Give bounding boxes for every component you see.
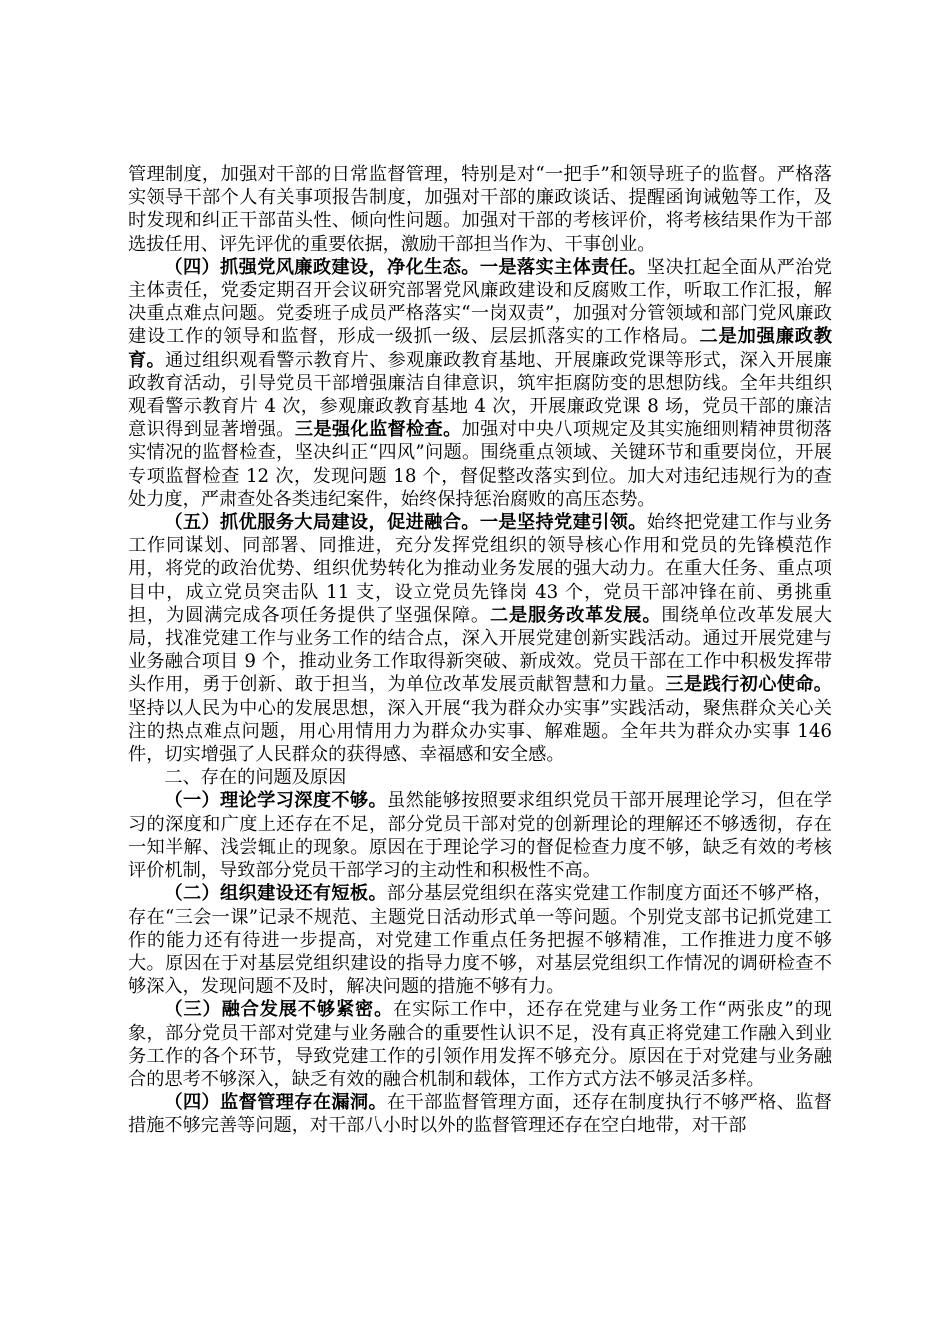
problem-text: 在干部监督管理方面，还存在制度执行不够严格、监督措施不够完善等问题，对干部八小时以外的监督管理还存在空白地带，对干部 [128, 1092, 832, 1137]
problem-text: 在实际工作中，还存在党建与业务工作“两张皮”的现象，部分党员干部对党建与业务融合的重要性认识不足，没有真正将党建工作融入到业务工作的各个环节，导致党建工作的引领作用发挥不够充分。原因在于对党建与业务融合的思考不够深入，缺乏有效的融合机制和载体，工作方式方法不够灵活多样。 [128, 999, 832, 1090]
problem-text: 部分基层党组织在落实党建工作制度方面还不够严格，存在“三会一课”记录不规范、主题党日活动形式单一等问题。个别党支部书记抓党建工作的能力还有待进一步提高，对党建工作重点任务把握不够精准，工作推进力度不够大。原因在于对基层党组织建设的指导力度不够，对基层党组织工作情况的调研检查不够深入，发现问题不及时，解决问题的措施不够有力。 [128, 883, 832, 998]
paragraph-problem-supervision [128, 1091, 832, 1137]
point-three-label: 三是践行初心使命。 [665, 674, 832, 696]
point-three-text: 坚持以人民为中心的发展思想，深入开展“我为群众办实事”实践活动，聚焦群众关心关注的热点难点问题，用心用情用力为群众办实事、解难题。全年共为群众办实事 146 件，切实增强了人民群众的获得感、幸福感和安全感。 [128, 697, 832, 766]
paragraph-title: （四）抓强党风廉政建设，净化生态。 [164, 256, 480, 278]
point-two-text: 通过组织观看警示教育片、参观廉政教育基地、开展廉政党课等形式，深入开展廉政教育活动，引导党员干部增强廉洁自律意识，筑牢拒腐防变的思想防线。全年共组织观看警示教育片 4 次，参观廉政教育基地 4 次，开展廉政党课 8 场，党员干部的廉洁意识得到显著增强。 [128, 349, 832, 441]
point-two-text: 围绕单位改革发展大局，找准党建工作与业务工作的结合点，深入开展党建创新实践活动。通过开展党建与业务融合项目 9 个，推动业务工作取得新突破、新成效。党员干部在工作中积极发挥带头作用，勇于创新、敢于担当，为单位改革发展贡献智慧和力量。 [128, 604, 832, 696]
point-one-text: 始终把党建工作与业务工作同谋划、同部署、同推进，充分发挥党组织的领导核心作用和党员的先锋模范作用，将党的政治优势、组织优势转化为推动业务发展的强大动力。在重大任务、重点项目中，成立党员突击队 11 支，设立党员先锋岗 43 个，党员干部冲锋在前、勇挑重担，为圆满完成各项任务提供了坚强保障。 [128, 512, 832, 626]
problem-title: （一）理论学习深度不够。 [164, 790, 388, 812]
paragraph-service-integration [128, 511, 832, 766]
paragraph-problem-organization [128, 882, 832, 998]
point-one-label: 一是坚持党建引领。 [479, 512, 647, 534]
point-three-label: 三是强化监督检查。 [294, 419, 462, 441]
paragraph-problem-theory-study [128, 789, 832, 882]
problem-text: 虽然能够按照要求组织党员干部开展理论学习，但在学习的深度和广度上还存在不足，部分党员干部对党的创新理论的理解还不够透彻，存在一知半解、浅尝辄止的现象。原因在于理论学习的督促检查力度不够，缺乏有效的考核评价机制，导致部分党员干部学习的主动性和积极性不高。 [128, 790, 832, 882]
point-one-text: 坚决扛起全面从严治党主体责任，党委定期召开会议研究部署党风廉政建设和反腐败工作，听取工作汇报，解决重点难点问题。党委班子成员严格落实“一岗双责”，加强对分管领域和部门党风廉政建设工作的领导和监督，形成一级抓一级、层层抓落实的工作格局。 [128, 256, 832, 348]
point-three-text: 加强对中央八项规定及其实施细则精神贯彻落实情况的监督检查，坚决纠正“四风”问题。围绕重点领域、关键环节和重要岗位，开展专项监督检查 12 次，发现问题 18 个，督促整改落实到位。加大对违纪违规行为的查处力度，严肃查处各类违纪案件，始终保持惩治腐败的高压态势。 [128, 419, 832, 510]
paragraph-integrity-building [128, 256, 832, 511]
problem-title: （三）融合发展不够紧密。 [164, 999, 394, 1021]
paragraph-problem-integration [128, 998, 832, 1091]
document-page [128, 163, 832, 1138]
point-two-label: 二是加强廉政教育。 [128, 326, 832, 371]
paragraph-title: （五）抓优服务大局建设，促进融合。 [164, 512, 480, 534]
point-one-label: 一是落实主体责任。 [479, 256, 647, 278]
paragraph-text: 管理制度，加强对干部的日常监督管理，特别是对“一把手”和领导班子的监督。严格落实领导干部个人有关事项报告制度，加强对干部的廉政谈话、提醒函询诫勉等工作，及时发现和纠正干部苗头性、倾向性问题。加强对干部的考核评价，将考核结果作为干部选拔任用、评先评优的重要依据，激励干部担当作为、干事创业。 [128, 164, 832, 255]
problem-title: （四）监督管理存在漏洞。 [164, 1092, 388, 1114]
paragraph-cadre-supervision [128, 163, 832, 256]
section-heading-problems: 二、存在的问题及原因 [164, 767, 347, 789]
problem-title: （二）组织建设还有短板。 [164, 883, 388, 905]
point-two-label: 二是服务改革发展。 [489, 604, 662, 626]
